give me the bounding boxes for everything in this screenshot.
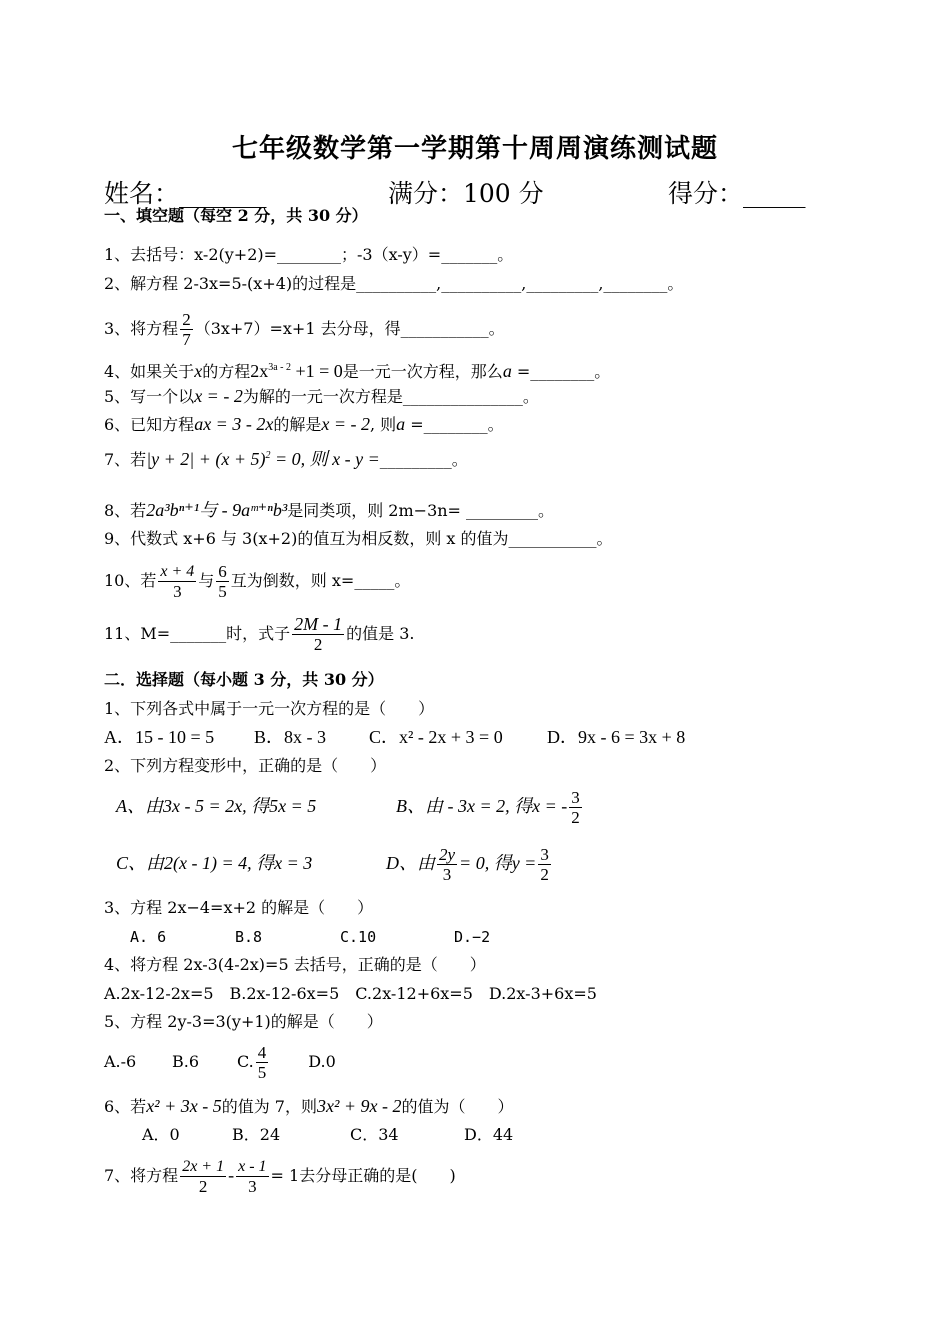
section2-heading: 二．选择题（每小题 3 分，共 30 分）: [104, 670, 384, 689]
q4-text: 4、如果关于: [104, 362, 195, 381]
option-d: D．9x - 6 = 3x + 8: [547, 727, 686, 747]
q7-text: 7、若: [104, 450, 147, 469]
s1-question-10: [104, 562, 410, 601]
q7-text: 7、将方程: [104, 1166, 179, 1185]
q6-mid: 的值为 7，则: [221, 1097, 317, 1116]
option-c: C.10: [340, 928, 377, 946]
q11-fraction: $\frac{2M - 1}{2}$: [294, 614, 343, 654]
q11-tail: 的值是 3.: [346, 624, 415, 643]
s2-q3-options: [130, 927, 490, 947]
q5-tail: 为解的一元一次方程是_______________。: [242, 387, 539, 406]
q4-mid: 的方程: [202, 362, 251, 381]
s2-question-3: 3、方程 2x−4=x+2 的解是（ ）: [104, 898, 374, 917]
option-a: A．0: [142, 1125, 180, 1144]
s2-question-6: [104, 1096, 514, 1117]
option-b: B．24: [232, 1125, 281, 1144]
full-marks: 满分：100 分: [388, 179, 544, 208]
s2-question-2: 2、下列方程变形中，正确的是（ ）: [104, 756, 387, 775]
option-b-fraction: $\frac{3}{2}$: [571, 788, 580, 827]
option-c: C．x² - 2x + 3 = 0: [369, 727, 503, 747]
q5-expression: x = - 2: [194, 386, 243, 406]
q10-fraction-1: $\frac{x + 4}{3}$: [160, 563, 195, 601]
section1-heading: 一、填空题（每空 2 分，共 30 分）: [104, 206, 368, 225]
s2-q2-options-cd: [116, 843, 553, 884]
q6-tail: 的值为（ ）: [401, 1097, 514, 1116]
q4-a: a: [502, 361, 512, 381]
s2-question-7: [104, 1155, 456, 1196]
option-d-mid: = 0, 得y =: [459, 853, 537, 873]
q6-a: a: [396, 414, 406, 434]
q4-blank: =________。: [511, 362, 611, 381]
q10-fraction-2: $\frac{6}{5}$: [218, 562, 227, 601]
s2-q2-options-ab: [116, 786, 584, 827]
q3-denominator: 7: [182, 330, 191, 349]
s2-q1-options: [104, 727, 685, 748]
q4-var: x: [194, 361, 203, 381]
q7-fraction-2: $\frac{x - 1}{3}$: [238, 1158, 267, 1196]
q6-expression: ax = 3 - 2x: [194, 414, 274, 434]
s1-question-7: [104, 446, 468, 470]
q6-solution: x = - 2: [321, 414, 370, 434]
option-d-fraction-2: $\frac{3}{2}$: [540, 845, 549, 884]
s2-question-4: 4、将方程 2x-3(4-2x)=5 去括号，正确的是（ ）: [104, 955, 486, 974]
page-title: 七年级数学第一学期第十周周演练测试题: [231, 134, 718, 164]
option-c-fraction: $\frac{4}{5}$: [257, 1043, 267, 1082]
option-d: D.0: [308, 1052, 336, 1071]
q10-text: 10、若: [104, 571, 157, 590]
s2-q4-options: A.2x-12-2x=5 B.2x-12-6x=5 C.2x-12+6x=5 D.2x-3+6x=5: [104, 984, 597, 1003]
name-blank: _______: [179, 179, 267, 208]
s2-question-1: 1、下列各式中属于一元一次方程的是（ ）: [104, 699, 435, 718]
q7-fraction-1: $\frac{2x + 1}{2}$: [182, 1158, 225, 1196]
s2-q5-options: [104, 1042, 336, 1082]
q10-mid: 与: [198, 571, 215, 590]
q3-fraction: [180, 310, 193, 349]
q6-then: , 则: [369, 415, 397, 434]
option-a: A.-6: [104, 1052, 137, 1071]
q4-mid2: 是一元一次方程，那么: [342, 362, 503, 381]
option-b: B.8: [235, 928, 263, 946]
score-blank: _____: [743, 179, 806, 208]
q6-text: 6、已知方程: [104, 415, 195, 434]
s2-question-5: 5、方程 2y-3=3(y+1)的解是（ ）: [104, 1012, 383, 1031]
option-c: C、由2(x - 1) = 4, 得x = 3: [116, 853, 313, 873]
s1-question-3: [104, 310, 505, 349]
option-b: B、由 - 3x = 2, 得x = -: [396, 796, 568, 816]
q8-tail: 是同类项，则 2m−3n= _________。: [287, 501, 555, 520]
q7-blank: _________。: [379, 450, 468, 469]
score-label: 得分：: [668, 179, 744, 208]
name-label: 姓名：: [104, 179, 180, 208]
q6-expression-2: 3x² + 9x - 2: [316, 1096, 402, 1116]
q4-expression: $2x^{3a - 2} +1 = 0$: [250, 361, 343, 381]
q7-expression: $|y + 2| + (x + 5)^2 = 0$, 则 x - y =: [146, 449, 380, 469]
q8-expression: 2a³bⁿ⁺¹与 - 9aᵐ⁺ⁿb³: [146, 500, 288, 520]
option-a: A、由3x - 5 = 2x, 得5x = 5: [116, 796, 317, 816]
s1-question-6: [104, 414, 504, 435]
s1-question-5: [104, 386, 539, 407]
option-d-fraction-1: $\frac{2y}{3}$: [439, 845, 456, 884]
option-a: A．15 - 10 = 5: [104, 727, 215, 747]
q11-text: 11、M=_______时，式子: [104, 624, 291, 643]
option-d: D．44: [464, 1125, 514, 1144]
s1-question-1: 1、去括号：x-2(y+2)=________；-3（x-y）=_______。: [104, 245, 514, 264]
score-field: [668, 174, 806, 210]
q6-text: 6、若: [104, 1097, 147, 1116]
option-b: B．8x - 3: [254, 727, 326, 747]
q3-tail: （3x+7）=x+1 去分母，得___________。: [194, 319, 505, 338]
s1-question-4: [104, 358, 610, 382]
q6-expression-1: x² + 3x - 5: [146, 1096, 222, 1116]
option-a: A. 6: [130, 928, 167, 946]
q6-mid: 的解是: [273, 415, 322, 434]
q7-minus: -: [228, 1165, 235, 1185]
q3-text: 3、将方程: [104, 319, 179, 338]
option-c: C.: [237, 1052, 254, 1071]
option-d: D、由: [386, 853, 435, 873]
s1-question-11: [104, 615, 415, 654]
s1-question-8: [104, 500, 554, 521]
s1-question-2: 2、解方程 2-3x=5-(x+4)的过程是__________,__________,_________,________。: [104, 274, 684, 293]
q10-tail: 互为倒数，则 x=_____。: [230, 571, 411, 590]
s1-question-9: 9、代数式 x+6 与 3(x+2)的值互为相反数，则 x 的值为___________。: [104, 529, 613, 548]
q8-text: 8、若: [104, 501, 147, 520]
q5-text: 5、写一个以: [104, 387, 195, 406]
option-d: D.−2: [454, 928, 491, 946]
s2-q6-options: [142, 1125, 513, 1145]
q7-tail: = 1去分母正确的是( ): [270, 1166, 456, 1185]
q3-numerator: 2: [182, 310, 191, 329]
option-b: B.6: [172, 1052, 200, 1071]
name-field: [104, 174, 267, 210]
option-c: C．34: [350, 1125, 399, 1144]
q6-blank: =________。: [405, 415, 504, 434]
